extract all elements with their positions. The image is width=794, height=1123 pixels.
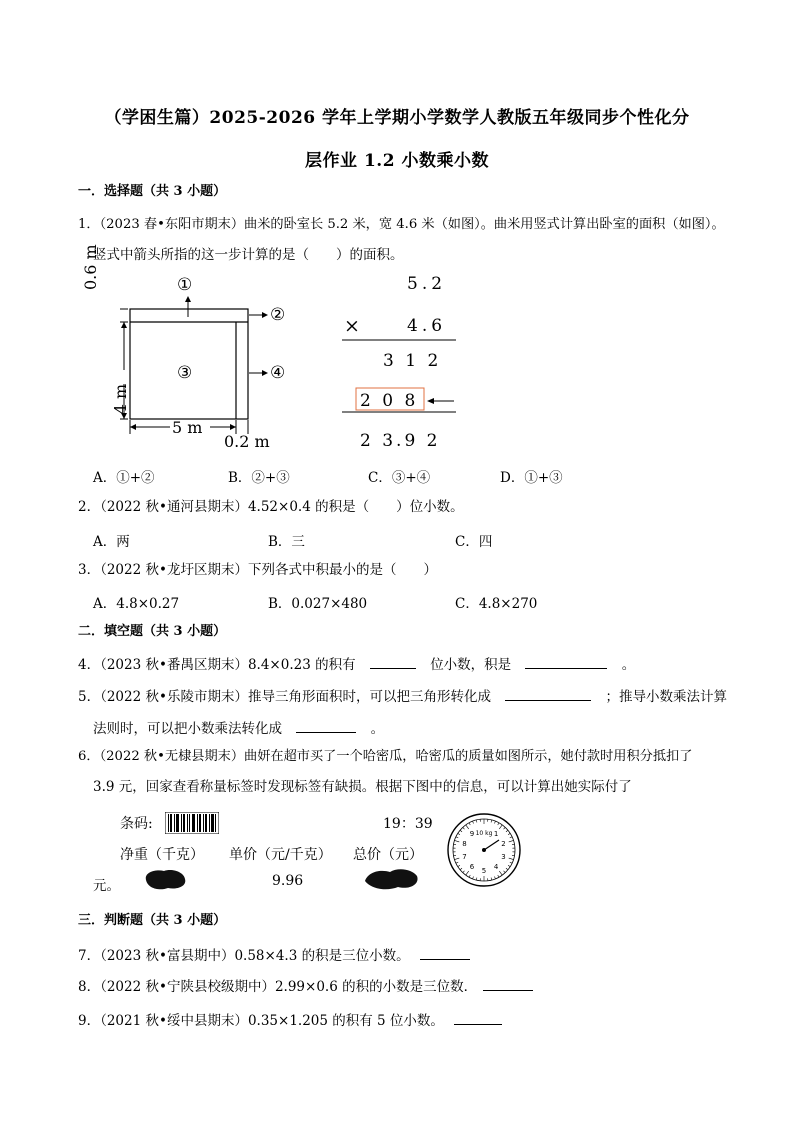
dim-label-4m: 4 m xyxy=(111,383,131,415)
q8-text: 8．（2022 秋•宁陕县校级期中）2.99×0.6 的积的小数是三位数． xyxy=(78,979,478,995)
q2-text: 2．（2022 秋•通河县期末）4.52×0.4 的积是（ ）位小数。 xyxy=(78,499,464,515)
q2-option-b[interactable]: B．三 xyxy=(268,534,305,550)
q1-option-a[interactable]: A．①+② xyxy=(93,470,155,486)
q1-text-line1: 1．（2023 春•东阳市期末）曲米的卧室长 5.2 米，宽 4.6 米（如图）。曲米用竖式计算出卧室的面积（如图）。 xyxy=(78,217,725,232)
calc-row5-result: 2 3.9 2 xyxy=(360,431,441,451)
q1-option-d[interactable]: D．①+③ xyxy=(500,470,563,486)
q4-part-c: 。 xyxy=(621,657,636,673)
q4-line xyxy=(78,654,635,674)
barcode-image xyxy=(165,812,219,834)
dim-label-0-6m: 0.6 m xyxy=(81,244,100,290)
q1-option-b[interactable]: B．②+③ xyxy=(228,470,290,486)
q3-option-a[interactable]: A．4.8×0.27 xyxy=(93,596,180,612)
calc-row1: 5.2 xyxy=(407,274,447,294)
q5-line1 xyxy=(78,686,727,706)
q4-part-b: 位小数，积是 xyxy=(430,657,512,673)
label-unit-price-header: 单价（元/千克） xyxy=(229,847,332,863)
scale-number: 3 xyxy=(501,852,506,861)
q5-blank-1[interactable] xyxy=(505,686,591,701)
q1-option-c[interactable]: C．③+④ xyxy=(368,470,431,486)
dim-label-0-2m: 0.2 m xyxy=(224,432,270,451)
scale-number: 7 xyxy=(462,852,467,861)
q4-blank-2[interactable] xyxy=(525,654,607,669)
scale-number: 1 xyxy=(493,829,499,838)
q9-text: 9．（2021 秋•绥中县期末）0.35×1.205 的积有 5 位小数。 xyxy=(78,1013,444,1029)
q7-text: 7．（2023 秋•富县期中）0.58×4.3 的积是三位小数。 xyxy=(78,948,410,964)
label-time: 19：39 xyxy=(383,816,433,832)
q2-option-a[interactable]: A．两 xyxy=(93,534,130,550)
region-2-label: ② xyxy=(270,305,286,325)
q3-text: 3．（2022 秋•龙圩区期末）下列各式中积最小的是（ ） xyxy=(78,562,437,578)
q1-text-line2: 竖式中箭头所指的这一步计算的是（ ）的面积。 xyxy=(93,247,404,263)
dim-label-5m: 5 m xyxy=(172,418,203,437)
region-4-label: ④ xyxy=(270,363,286,383)
scale-unit-text: 10 kg xyxy=(475,830,493,837)
section-judge-heading: 三．判断题（共 3 小题） xyxy=(78,913,227,928)
q5-part-b: ；推导小数乘法计算 xyxy=(605,689,728,705)
scale-number: 5 xyxy=(481,867,487,875)
q6-text-line2: 3.9 元，回家查看称量标签时发现标签有缺损。根据下图中的信息，可以计算出她实际付了 xyxy=(93,779,632,795)
q8-blank[interactable] xyxy=(483,976,533,991)
scale-number: 9 xyxy=(469,829,475,838)
q5-part-d: 。 xyxy=(370,721,385,737)
scale-dial xyxy=(446,812,522,888)
q5-part-c: 法则时，可以把小数乘法转化成 xyxy=(93,721,282,737)
scale-number: 6 xyxy=(469,863,475,872)
scale-number: 8 xyxy=(462,840,467,849)
q4-part-a: 4．（2023 秋•番禺区期末）8.4×0.23 的积有 xyxy=(78,657,356,673)
q7-blank[interactable] xyxy=(420,945,470,960)
q2-option-c[interactable]: C．四 xyxy=(455,534,493,550)
damaged-total-blot xyxy=(362,864,420,892)
q5-part-a: 5．（2022 秋•乐陵市期末）推导三角形面积时，可以把三角形转化成 xyxy=(78,689,491,705)
q6-text-line1: 6．（2022 秋•无棣县期末）曲妍在超市买了一个哈密瓜，哈密瓜的质量如图所示，她付款时用积分抵扣了 xyxy=(78,749,693,764)
page-title-line1: （学困生篇）2025-2026 学年上学期小学数学人教版五年级同步个性化分 xyxy=(104,108,690,128)
q7-line xyxy=(78,945,470,965)
calc-times-sign: × xyxy=(344,315,360,337)
region-3-label: ③ xyxy=(177,363,193,383)
label-total-price-header: 总价（元） xyxy=(353,847,423,863)
calc-row4-boxed: 2 0 8 xyxy=(360,391,419,411)
q6-text-line3: 元。 xyxy=(93,878,120,894)
q4-blank-1[interactable] xyxy=(370,654,416,669)
region-1-label: ① xyxy=(177,275,193,295)
scale-number: 2 xyxy=(501,840,506,849)
section-fill-heading: 二．填空题（共 3 小题） xyxy=(78,624,227,639)
q5-blank-2[interactable] xyxy=(296,718,356,733)
calc-row2: 4.6 xyxy=(407,316,447,336)
q3-option-b[interactable]: B．0.027×480 xyxy=(268,596,368,612)
damaged-weight-blot xyxy=(142,866,188,892)
page-title-line2: 层作业 1.2 小数乘小数 xyxy=(305,151,489,171)
q9-blank[interactable] xyxy=(454,1010,502,1025)
q8-line xyxy=(78,976,533,996)
q9-line xyxy=(78,1010,502,1030)
scale-number: 4 xyxy=(493,863,499,872)
section-choice-heading: 一．选择题（共 3 小题） xyxy=(78,184,227,199)
label-unit-price-value: 9.96 xyxy=(272,873,304,889)
q3-option-c[interactable]: C．4.8×270 xyxy=(455,596,538,612)
label-barcode-caption: 条码: xyxy=(120,816,153,832)
label-net-weight-header: 净重（千克） xyxy=(120,847,204,863)
calc-row3: 3 1 2 xyxy=(383,351,442,371)
q5-line2 xyxy=(93,718,384,738)
